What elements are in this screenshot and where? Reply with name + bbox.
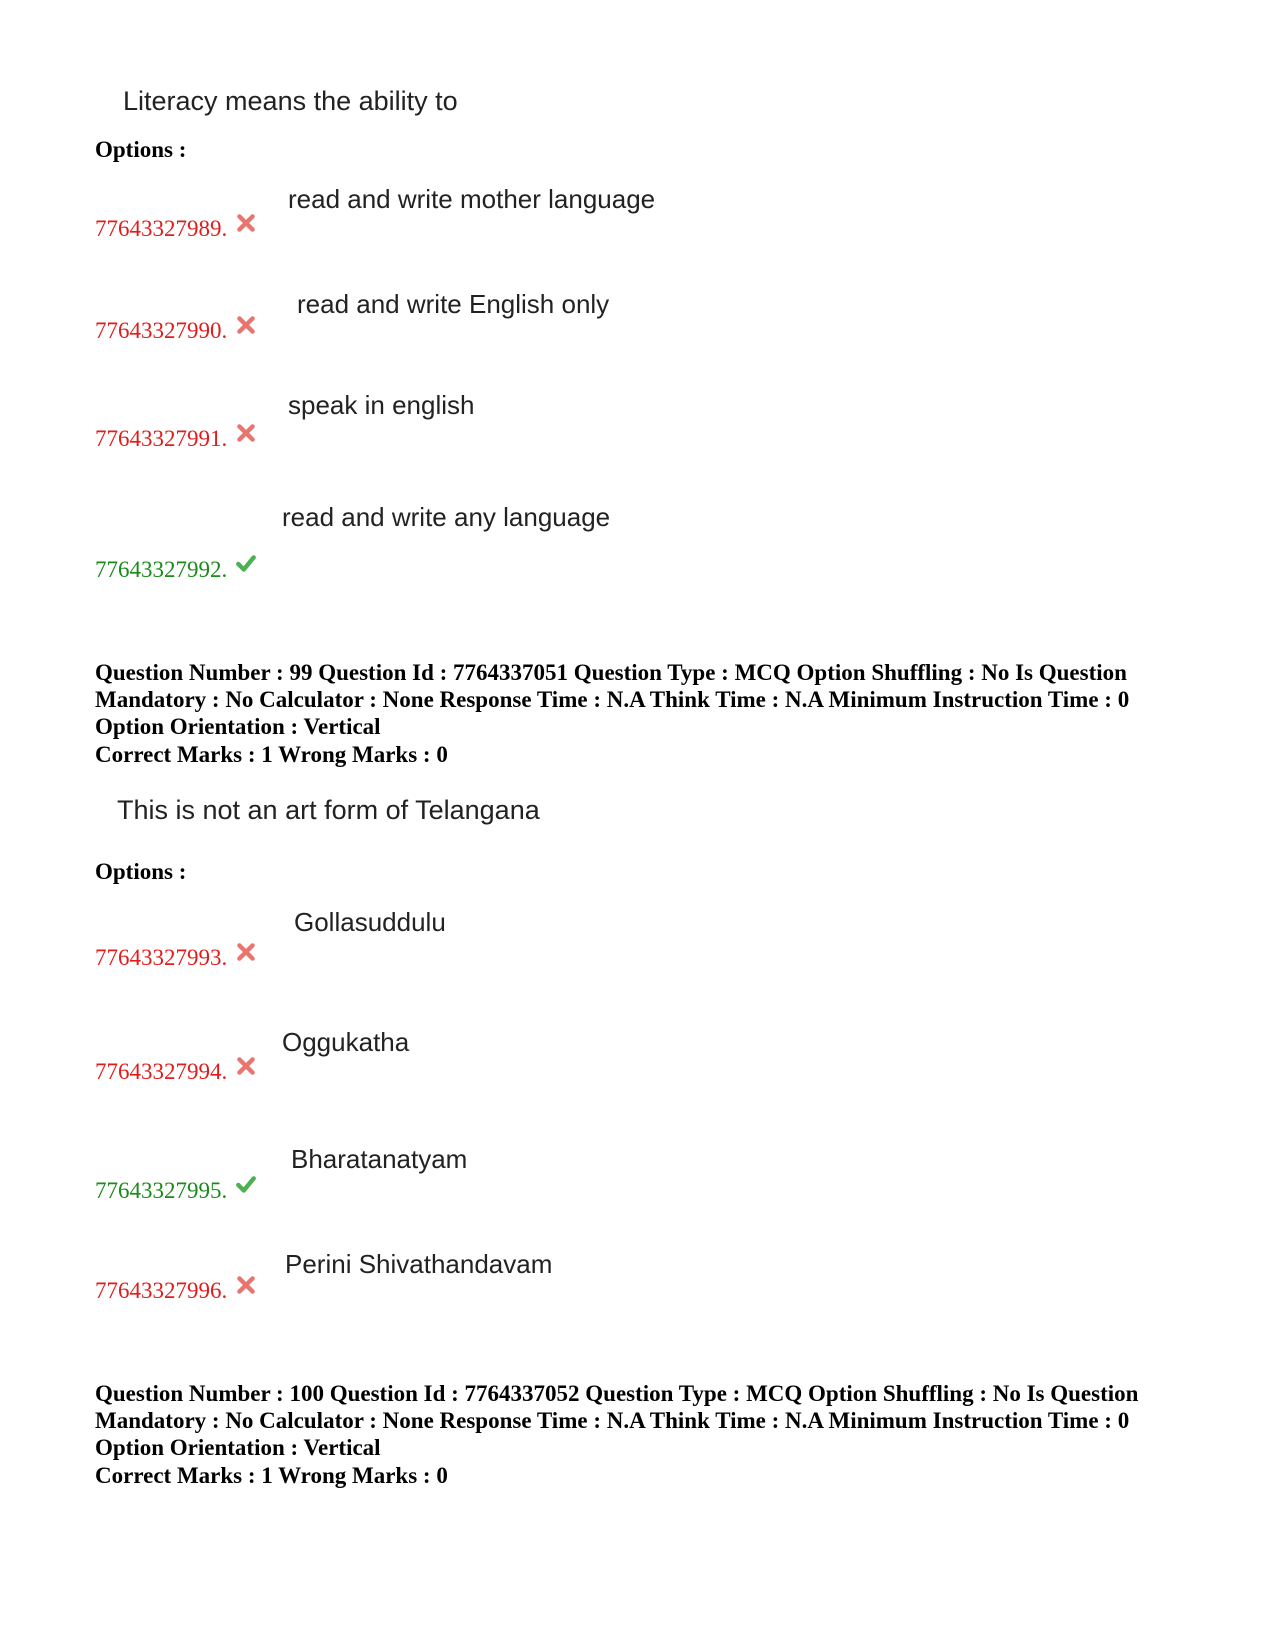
options-label: Options : [95, 137, 187, 162]
option-id-label: 77643327989. [95, 216, 228, 241]
cross-icon [235, 1055, 257, 1077]
cross-icon [235, 1274, 257, 1296]
option-id-label: 77643327994. [95, 1059, 228, 1084]
option-id [95, 1278, 257, 1304]
option-text: Bharatanatyam [291, 1144, 468, 1174]
marks-info: Correct Marks : 1 Wrong Marks : 0 [95, 1463, 448, 1488]
option-id [95, 318, 257, 344]
option-id-label: 77643327990. [95, 318, 228, 343]
option-text: read and write English only [297, 289, 610, 319]
question-meta: Question Number : 99 Question Id : 7764337051 Question Type : MCQ Option Shuffling : No Is Question Mandatory : No Calculator : None Response Time : N.A Think Time : N.A Minimum Instruction Time : 0 Option Orientation : Vertical [95, 660, 1130, 739]
option-text: speak in english [288, 390, 475, 420]
option-id [95, 945, 257, 971]
option-id-label: 77643327993. [95, 945, 228, 970]
cross-icon [235, 212, 257, 234]
cross-icon [235, 314, 257, 336]
options-label: Options : [95, 859, 187, 884]
option-id-label: 77643327996. [95, 1278, 228, 1303]
question-text: Literacy means the ability to [123, 86, 458, 116]
marks-info: Correct Marks : 1 Wrong Marks : 0 [95, 742, 448, 767]
option-id-label: 77643327995. [95, 1178, 228, 1203]
option-id [95, 426, 257, 452]
option-id [95, 557, 257, 583]
cross-icon [235, 941, 257, 963]
cross-icon [235, 422, 257, 444]
check-icon [235, 553, 257, 575]
check-icon [235, 1174, 257, 1196]
option-text: read and write mother language [288, 184, 656, 214]
question-text: This is not an art form of Telangana [117, 795, 540, 825]
option-id-label: 77643327992. [95, 557, 228, 582]
option-text: read and write any language [282, 502, 611, 532]
question-meta: Question Number : 100 Question Id : 7764337052 Question Type : MCQ Option Shuffling : No Is Question Mandatory : No Calculator : None Response Time : N.A Think Time : N.A Minimum Instruction Time : 0 Option Orientation : Vertical [95, 1381, 1139, 1460]
option-text: Oggukatha [282, 1027, 410, 1057]
option-id-label: 77643327991. [95, 426, 228, 451]
option-id [95, 216, 257, 242]
option-text: Gollasuddulu [294, 907, 446, 937]
option-id [95, 1178, 257, 1204]
option-text: Perini Shivathandavam [285, 1249, 553, 1279]
option-id [95, 1059, 257, 1085]
